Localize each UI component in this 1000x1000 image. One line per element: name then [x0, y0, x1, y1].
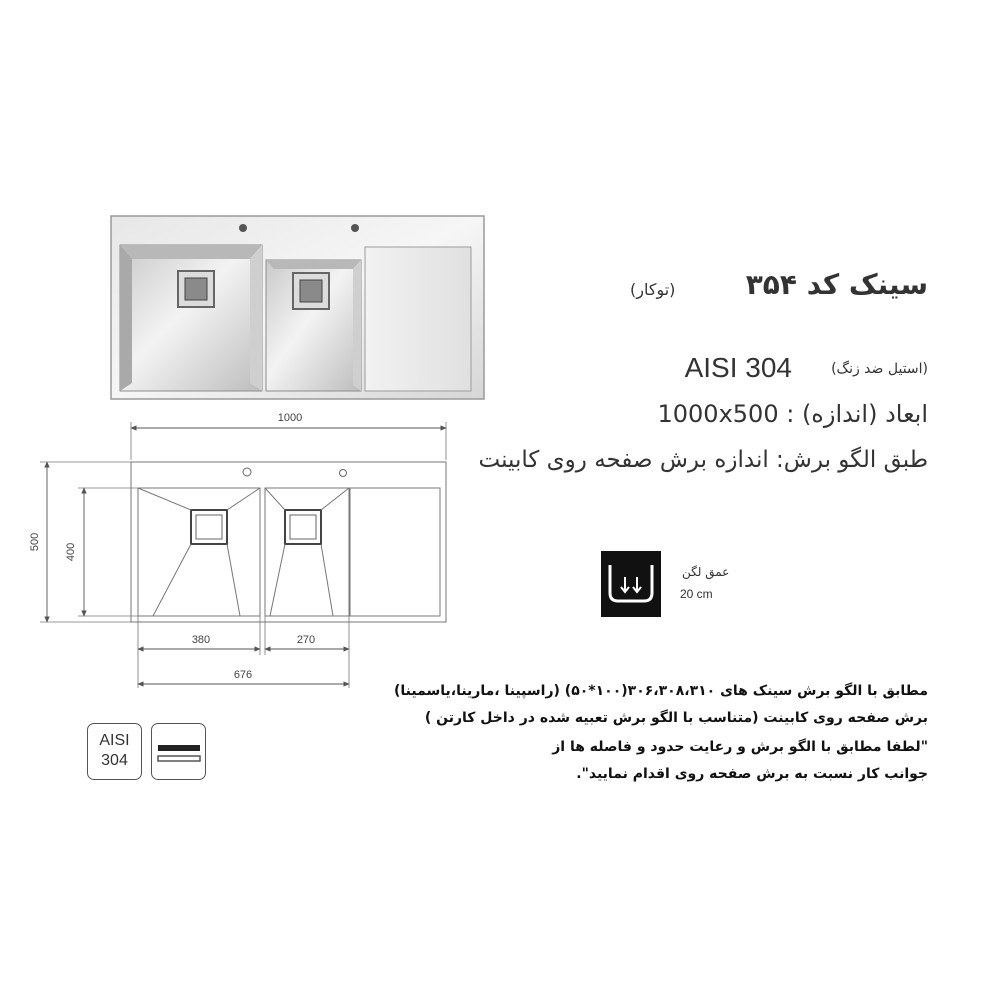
note-line-3: "لطفا مطابق با الگو برش و رعایت حدود و فاصله ها از	[552, 739, 928, 755]
depth-value: 20 cm	[680, 587, 713, 601]
bowl-depth-icon	[601, 551, 661, 617]
product-install-type: (توکار)	[630, 280, 676, 299]
dim-bowl-left-label: 380	[191, 634, 211, 646]
steel-grade-badge	[87, 723, 142, 780]
dim-width-label: 1000	[277, 412, 303, 424]
material-grade: AISI 304	[684, 352, 792, 383]
steel-grade-line2: 304	[101, 752, 128, 769]
dim-bowl-right-label: 270	[296, 634, 316, 646]
dim-bowls-total-label: 676	[233, 669, 253, 681]
note-line-2: برش صفحه روی کابینت (متناسب با الگو برش تعبیه شده در داخل کارتن )	[424, 710, 928, 726]
dim-inner-height-label: 400	[65, 542, 77, 562]
dim-height-label: 500	[29, 532, 41, 552]
sink-product-photo	[110, 215, 485, 400]
product-title: سینک کد ۳۵۴	[745, 268, 928, 301]
product-dimensions: 1000x500 : ابعاد (اندازه)	[657, 400, 928, 428]
sheet-thickness-icon	[151, 723, 206, 780]
cutting-template-note: طبق الگو برش: اندازه برش صفحه روی کابینت	[478, 447, 928, 473]
sink-dimension-drawing	[0, 412, 470, 710]
note-line-4: جوانب کار نسبت به برش صفحه روی اقدام نمایید".	[576, 766, 928, 782]
depth-label: عمق لگن	[682, 565, 730, 579]
steel-grade-line1: AISI	[99, 732, 130, 749]
material-note: (استیل ضد زنگ)	[831, 361, 928, 377]
note-line-1: مطابق با الگو برش سینک های ۳۰۶،۳۰۸،۳۱۰(۱۰۰*۵۰) (راسپینا ،مارینا،یاسمینا)	[394, 683, 928, 699]
